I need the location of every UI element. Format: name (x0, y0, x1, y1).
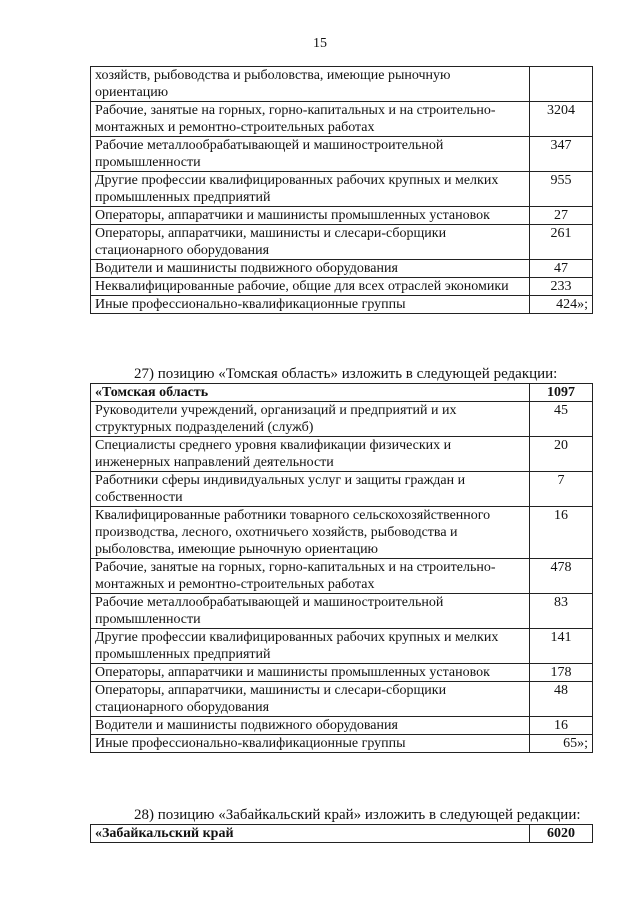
table-row (91, 594, 593, 629)
table-row (91, 507, 593, 559)
row-value: 45 (530, 402, 593, 437)
row-description: Водители и машинисты подвижного оборудования (91, 260, 530, 278)
row-description: Рабочие металлообрабатывающей и машиностроительной промышленности (91, 137, 530, 172)
row-description: Другие профессии квалифицированных рабочих крупных и мелких промышленных предприятий (91, 629, 530, 664)
table-row (91, 559, 593, 594)
row-value: 47 (530, 260, 593, 278)
region-name: «Томская область (91, 384, 530, 402)
row-description: Операторы, аппаратчики, машинисты и слесари-сборщики стационарного оборудования (91, 682, 530, 717)
table-row (91, 664, 593, 682)
row-description: Рабочие, занятые на горных, горно-капитальных и на строительно-монтажных и ремонтно-строительных работах (91, 102, 530, 137)
row-description: Водители и машинисты подвижного оборудования (91, 717, 530, 735)
table-row (91, 102, 593, 137)
row-description: Другие профессии квалифицированных рабочих крупных и мелких промышленных предприятий (91, 172, 530, 207)
row-description: Рабочие, занятые на горных, горно-капитальных и на строительно-монтажных и ремонтно-строительных работах (91, 559, 530, 594)
row-value (530, 67, 593, 102)
table-row (91, 172, 593, 207)
row-value: 7 (530, 472, 593, 507)
row-value: 20 (530, 437, 593, 472)
row-value: 3204 (530, 102, 593, 137)
row-value: 955 (530, 172, 593, 207)
region-total: 1097 (530, 384, 593, 402)
row-description: Работники сферы индивидуальных услуг и защиты граждан и собственности (91, 472, 530, 507)
table-row (91, 137, 593, 172)
amendment-instruction-zabaikalsky: 28) позицию «Забайкальский край» изложить в следующей редакции: (134, 807, 581, 823)
table-row (91, 67, 593, 102)
row-description: Неквалифицированные рабочие, общие для всех отраслей экономики (91, 278, 530, 296)
row-description: Квалифицированные работники товарного сельскохозяйственного производства, лесного, охотничьего хозяйств, рыбоводства и рыболовства, имеющие рыночную ориентацию (91, 507, 530, 559)
region-name: «Забайкальский край (91, 825, 530, 843)
table-row (91, 278, 593, 296)
row-value: 16 (530, 507, 593, 559)
row-description: Руководители учреждений, организаций и предприятий и их структурных подразделений (служб) (91, 402, 530, 437)
row-description: Операторы, аппаратчики, машинисты и слесари-сборщики стационарного оборудования (91, 225, 530, 260)
row-description: Операторы, аппаратчики и машинисты промышленных установок (91, 207, 530, 225)
row-value: 478 (530, 559, 593, 594)
region-total: 6020 (530, 825, 593, 843)
row-description: Операторы, аппаратчики и машинисты промышленных установок (91, 664, 530, 682)
table-row (91, 682, 593, 717)
table-row (91, 735, 593, 753)
row-value: 424»; (530, 296, 593, 314)
row-description: Иные профессионально-квалификационные группы (91, 296, 530, 314)
occupation-table-zabaikalsky (90, 824, 593, 843)
row-value: 178 (530, 664, 593, 682)
table-row (91, 260, 593, 278)
region-header-row (91, 825, 593, 843)
row-value: 233 (530, 278, 593, 296)
row-description: Специалисты среднего уровня квалификации физических и инженерных направлений деятельности (91, 437, 530, 472)
table-row (91, 225, 593, 260)
region-header-row (91, 384, 593, 402)
row-description: Рабочие металлообрабатывающей и машиностроительной промышленности (91, 594, 530, 629)
row-value: 347 (530, 137, 593, 172)
page-number: 15 (313, 36, 327, 51)
table-row (91, 437, 593, 472)
row-value: 16 (530, 717, 593, 735)
row-value: 83 (530, 594, 593, 629)
table-row (91, 402, 593, 437)
table-row (91, 472, 593, 507)
table-row (91, 296, 593, 314)
amendment-instruction-tomsk: 27) позицию «Томская область» изложить в следующей редакции: (134, 366, 558, 382)
row-description: Иные профессионально-квалификационные группы (91, 735, 530, 753)
row-value: 48 (530, 682, 593, 717)
occupation-table-previous-region (90, 66, 593, 314)
row-value: 65»; (530, 735, 593, 753)
table-row (91, 629, 593, 664)
table-row (91, 207, 593, 225)
occupation-table-tomsk (90, 383, 593, 753)
row-description: хозяйств, рыбоводства и рыболовства, имеющие рыночную ориентацию (91, 67, 530, 102)
table-row (91, 717, 593, 735)
row-value: 261 (530, 225, 593, 260)
row-value: 27 (530, 207, 593, 225)
row-value: 141 (530, 629, 593, 664)
